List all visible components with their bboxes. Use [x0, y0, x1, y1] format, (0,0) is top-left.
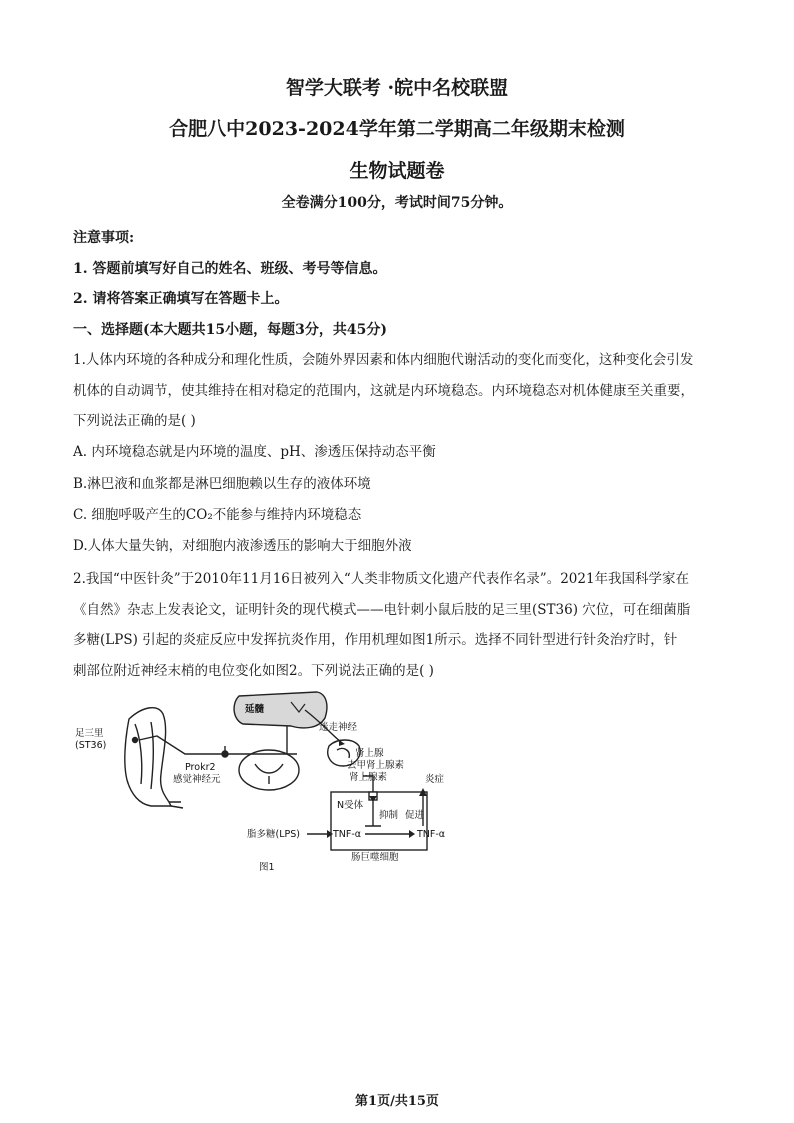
- stem-line: 机体的自动调节，使其维持在相对稳定的范围内，这就是内环境稳态。内环境稳态对机体健康至关重要，: [73, 382, 694, 399]
- arrowhead: [339, 740, 345, 746]
- sensory-axon: [139, 736, 297, 754]
- label-prokr2: Prokr2: [185, 762, 216, 773]
- notice-item: 2. 请将答案正确填写在答题卡上。: [73, 291, 289, 307]
- label-inhibit: 抑制: [379, 810, 399, 821]
- figure-1: [73, 684, 493, 874]
- leg-outline: [125, 708, 171, 806]
- label-norepinephrine: 去甲肾上腺素: [347, 760, 405, 771]
- label-st36: (ST36): [75, 740, 107, 751]
- arrowhead: [409, 830, 415, 838]
- label-sensory-neuron: 感觉神经元: [173, 774, 221, 785]
- question-2-stem: [73, 564, 733, 686]
- label-n-receptor: N受体: [337, 800, 364, 811]
- question-1-option-c: C. 细胞呼吸产生的CO₂不能参与维持内环境稳态: [73, 507, 362, 523]
- question-1-option-d: D.人体大量失钠，对细胞内液渗透压的影响大于细胞外液: [73, 538, 412, 554]
- question-1-stem: [73, 345, 733, 437]
- stem-line: 《自然》杂志上发表论文，证明针灸的现代模式——电针刺小鼠后肢的足三里(ST36) 穴位，可在细菌脂: [73, 601, 691, 618]
- label-vagus: 迷走神经: [319, 722, 358, 733]
- label-promote: 促进: [405, 810, 425, 821]
- adrenal-medulla: [337, 748, 349, 758]
- label-medulla: 延髓: [245, 704, 265, 715]
- question-1-option-b: B.淋巴液和血浆都是淋巴细胞赖以生存的液体环境: [73, 476, 371, 492]
- label-lps: 脂多糖(LPS): [247, 829, 300, 840]
- notice-item: 1. 答题前填写好自己的姓名、班级、考号等信息。: [73, 261, 387, 277]
- figure-caption: 图1: [259, 862, 275, 873]
- question-1-option-a: A. 内环境稳态就是内环境的温度、pH、渗透压保持动态平衡: [73, 444, 436, 460]
- label-macrophage: 肠巨噬细胞: [351, 852, 399, 863]
- stem-line: 多糖(LPS) 引起的炎症反应中发挥抗炎作用，作用机理如图1所示。选择不同针型进行针灸治疗时，针: [73, 632, 678, 648]
- stem-line: 下列说法正确的是( ): [73, 413, 196, 429]
- exam-subject-title: 生物试题卷: [349, 160, 445, 182]
- acupoint-marker: [133, 738, 138, 743]
- stem-line: 1.人体内环境的各种成分和理化性质，会随外界因素和体内细胞代谢活动的变化而变化，这种变化会引发: [73, 352, 694, 368]
- label-tnf-left: TNF-α: [333, 829, 362, 840]
- label-inflammation: 炎症: [425, 774, 445, 785]
- stem-line: 2.我国“中医针灸”于2010年11月16日被列入“人类非物质文化遗产代表作名录”。2021年我国科学家在: [73, 571, 690, 587]
- figure-1-diagram: [73, 684, 493, 874]
- stem-line: 刺部位附近神经末梢的电位变化如图2。下列说法正确的是( ): [73, 662, 434, 679]
- notice-heading: 注意事项:: [73, 230, 135, 246]
- page-number: 第1页/共15页: [355, 1094, 439, 1109]
- section-heading: 一、选择题(本大题共15小题，每题3分，共45分): [73, 322, 387, 338]
- label-tnf-right: TNF-α: [417, 829, 446, 840]
- leg-muscle: [151, 722, 153, 789]
- label-adrenal: 肾上腺: [355, 748, 384, 759]
- score-note: 全卷满分100分，考试时间75分钟。: [281, 195, 513, 211]
- exam-school-title: 合肥八中2023-2024学年第二学期高二年级期末检测: [169, 118, 625, 140]
- leg-muscle: [135, 724, 142, 784]
- spinal-gray-matter: [255, 764, 283, 784]
- exam-alliance-title: 智学大联考 ·皖中名校联盟: [285, 77, 509, 99]
- label-epinephrine: 肾上腺素: [349, 772, 388, 783]
- label-zusanli: 足三里: [75, 728, 104, 739]
